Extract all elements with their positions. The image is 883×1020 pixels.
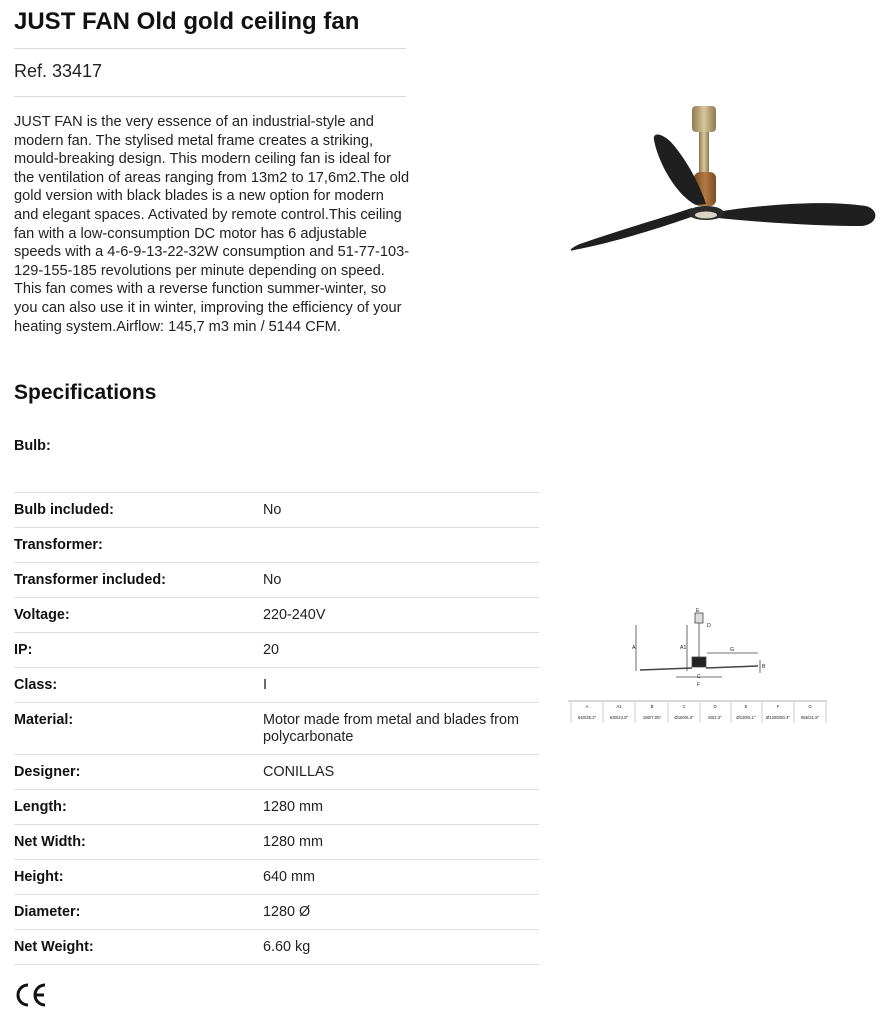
- fan-blade: [571, 208, 694, 251]
- spec-row-length: [14, 790, 539, 825]
- spec-value: [263, 438, 539, 455]
- spec-row-net-weight: [14, 930, 539, 965]
- diagram-label-e: E: [696, 608, 700, 614]
- dim-header-e: E: [744, 704, 748, 709]
- diagram-label-c: C: [697, 674, 701, 680]
- fan-blade: [716, 203, 875, 226]
- ce-mark-icon: [14, 982, 48, 1008]
- dim-header-f: F: [776, 704, 780, 709]
- spec-label: Length:: [14, 799, 67, 815]
- dim-header-a: A: [585, 704, 589, 709]
- dim-value-a: 640/25.2": [577, 715, 597, 720]
- specifications-heading: Specifications: [14, 381, 157, 404]
- dim-value-g: 555/21.8": [800, 715, 820, 720]
- product-reference: Ref. 33417: [14, 61, 103, 81]
- spec-label: Material:: [14, 712, 74, 728]
- dimension-diagram: [566, 605, 831, 731]
- specifications-table: [14, 426, 539, 965]
- spec-label: IP:: [14, 642, 33, 658]
- canopy: [692, 106, 716, 132]
- spec-label: Height:: [14, 869, 64, 885]
- dim-value-a1: 630/24.8": [609, 715, 629, 720]
- spec-value: 1280 mm: [263, 834, 323, 850]
- diagram-label-d: D: [707, 623, 711, 629]
- spec-row-transformer: [14, 528, 539, 563]
- spec-row-material: [14, 703, 539, 755]
- dim-header-c: C: [682, 704, 686, 709]
- dim-value-e: Ø130/5.1": [736, 715, 756, 720]
- spec-label: Class:: [14, 677, 58, 693]
- spec-label: Bulb:: [14, 438, 51, 454]
- spec-value: No: [263, 572, 282, 588]
- spec-label: Transformer:: [14, 537, 103, 553]
- downrod: [699, 132, 709, 174]
- dim-value-d: 60/2.3": [708, 715, 722, 720]
- dim-header-b: B: [650, 704, 654, 709]
- spec-label: Transformer included:: [14, 572, 166, 588]
- spec-value: 640 mm: [263, 869, 315, 885]
- diagram-label-b: B: [762, 664, 766, 670]
- product-image: [566, 100, 878, 258]
- dim-value-f: Ø1280/50.4": [766, 715, 790, 720]
- spec-label: Designer:: [14, 764, 81, 780]
- spec-value: No: [263, 502, 282, 518]
- spec-value: 220-240V: [263, 607, 326, 623]
- dim-value-b: 180/7.05": [642, 715, 662, 720]
- spec-row-height: [14, 860, 539, 895]
- product-description: JUST FAN is the very essence of an industrial-style and modern fan. The stylised metal frame creates a striking, mould-breaking design. This modern ceiling fan is ideal for the ventilation of areas ranging from 13m2 to 17,6m2.The old gold version with black blades is a new option for modern and elegant spaces. Activated by remote control.This ceiling fan with a low-consumption DC motor has 6 adjustable speeds with a 4-6-9-13-22-32W consumption and 51-77-103-129-155-185 revolutions per minute depending on speed. This fan comes with a reverse function summer-winter, so you can also use it in winter, improving the efficiency of your heating system.Airflow: 145,7 m3 min / 5144 CFM.: [14, 114, 410, 335]
- spec-row-diameter: [14, 895, 539, 930]
- spec-value: Motor made from metal and blades from polycarbonate: [263, 712, 519, 745]
- spec-value: 6.60 kg: [263, 939, 311, 955]
- spec-value: 20: [263, 642, 280, 658]
- spec-row-transformer-included: [14, 563, 539, 598]
- diagram-label-f: F: [697, 682, 701, 688]
- spec-row-net-width: [14, 825, 539, 860]
- spec-label: Diameter:: [14, 904, 81, 920]
- diagram-label-a1: A1: [680, 645, 687, 651]
- spec-label: Voltage:: [14, 607, 70, 623]
- spec-row-bulb-included: [14, 493, 539, 528]
- fan-blade: [654, 134, 706, 205]
- dim-header-g: G: [808, 704, 812, 709]
- spec-value: CONILLAS: [263, 764, 335, 780]
- product-title: JUST FAN Old gold ceiling fan: [14, 8, 360, 35]
- spec-label: Net Width:: [14, 834, 86, 850]
- spec-label: Net Weight:: [14, 939, 94, 955]
- spec-row-bulb: [14, 426, 539, 493]
- spec-value: 1280 mm: [263, 799, 323, 815]
- dim-header-a1: A1: [616, 704, 622, 709]
- light-lens: [695, 212, 717, 219]
- dim-value-c: Ø160/6.3": [674, 715, 694, 720]
- spec-value: 1280 Ø: [263, 904, 311, 920]
- spec-row-designer: [14, 755, 539, 790]
- diagram-label-a: A: [632, 645, 636, 651]
- diagram-label-g: G: [730, 647, 735, 653]
- spec-row-ip: [14, 633, 539, 668]
- spec-value: I: [263, 677, 267, 693]
- dim-header-d: D: [713, 704, 717, 709]
- spec-row-class: [14, 668, 539, 703]
- reference-divider: [14, 96, 406, 97]
- title-divider: [14, 48, 406, 49]
- spec-value: [263, 537, 539, 554]
- spec-row-voltage: [14, 598, 539, 633]
- spec-label: Bulb included:: [14, 502, 114, 518]
